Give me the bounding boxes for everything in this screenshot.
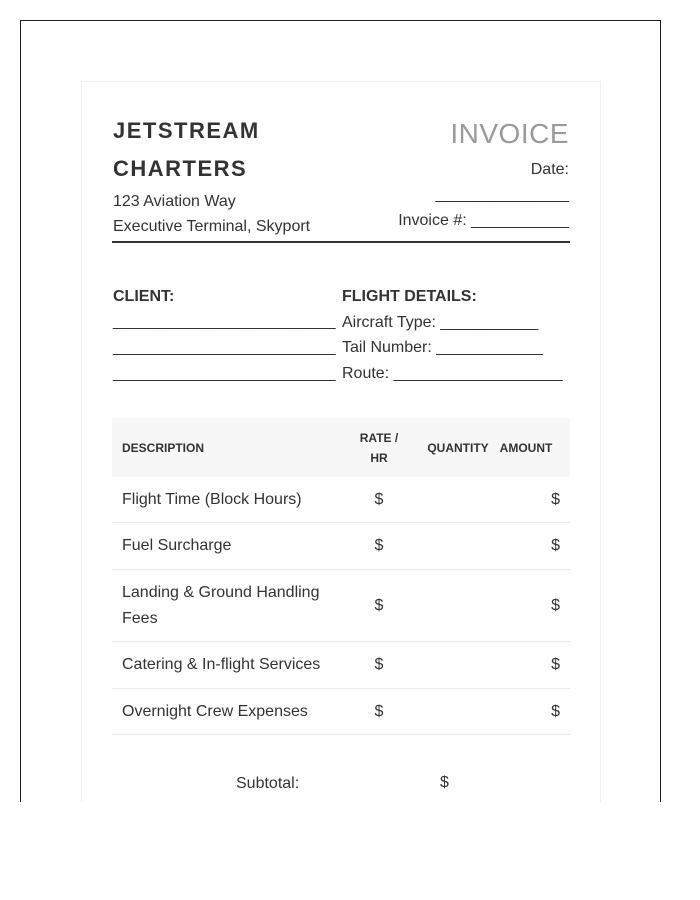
row-amount[interactable]: $ bbox=[492, 523, 570, 570]
invoice-title: INVOICE bbox=[450, 118, 569, 149]
company-name-line1: JETSTREAM bbox=[113, 118, 260, 143]
table-row bbox=[112, 689, 570, 735]
client-line-3[interactable]: _________________________ bbox=[113, 365, 336, 382]
header-rate-line2: HR bbox=[370, 450, 388, 465]
invoice-number-field[interactable]: Invoice #: ___________ bbox=[398, 212, 569, 229]
header-rate bbox=[334, 418, 424, 477]
row-quantity[interactable] bbox=[424, 477, 492, 523]
row-description-line1: Landing & Ground Handling bbox=[122, 583, 320, 601]
row-description bbox=[112, 570, 334, 642]
date-label: Date: bbox=[530, 161, 569, 178]
row-description: Flight Time (Block Hours) bbox=[112, 477, 334, 523]
table-row bbox=[112, 477, 570, 523]
row-description-line2: Fees bbox=[122, 609, 158, 627]
row-rate[interactable]: $ bbox=[334, 570, 424, 642]
header-quantity: QUANTITY bbox=[424, 418, 492, 477]
header-amount: AMOUNT bbox=[492, 418, 570, 477]
table-row bbox=[112, 523, 570, 570]
client-line-1[interactable]: _________________________ bbox=[113, 313, 336, 330]
row-amount[interactable]: $ bbox=[492, 570, 570, 642]
subtotal-label: Subtotal: bbox=[236, 775, 300, 792]
row-rate[interactable]: $ bbox=[334, 523, 424, 570]
table-row bbox=[112, 642, 570, 689]
company-address-line1: 123 Aviation Way bbox=[113, 193, 236, 210]
header-rate-line1: RATE / bbox=[359, 430, 399, 445]
company-address-line2: Executive Terminal, Skyport bbox=[113, 218, 311, 235]
date-field[interactable]: _______________ bbox=[435, 186, 569, 203]
row-description: Catering & In-flight Services bbox=[112, 642, 334, 689]
route-field[interactable]: Route: ___________________ bbox=[342, 365, 563, 382]
row-rate[interactable]: $ bbox=[334, 689, 424, 735]
row-quantity[interactable] bbox=[424, 642, 492, 689]
row-quantity[interactable] bbox=[424, 523, 492, 570]
row-rate[interactable]: $ bbox=[334, 477, 424, 523]
row-quantity[interactable] bbox=[424, 570, 492, 642]
row-quantity[interactable] bbox=[424, 689, 492, 735]
header-description: DESCRIPTION bbox=[112, 418, 334, 477]
row-description: Fuel Surcharge bbox=[112, 523, 334, 570]
row-description: Overnight Crew Expenses bbox=[112, 689, 334, 735]
line-items-table bbox=[112, 418, 570, 735]
table-header-row bbox=[112, 418, 570, 477]
row-amount[interactable]: $ bbox=[492, 689, 570, 735]
table-row bbox=[112, 570, 570, 642]
client-heading: CLIENT: bbox=[113, 288, 175, 305]
subtotal-value[interactable]: $ bbox=[440, 774, 449, 791]
row-amount[interactable]: $ bbox=[492, 477, 570, 523]
aircraft-type-field[interactable]: Aircraft Type: ___________ bbox=[342, 314, 539, 331]
client-line-2[interactable]: _________________________ bbox=[113, 339, 336, 356]
header-divider bbox=[112, 241, 570, 243]
row-rate[interactable]: $ bbox=[334, 642, 424, 689]
flight-details-heading: FLIGHT DETAILS: bbox=[342, 288, 477, 305]
tail-number-field[interactable]: Tail Number: ____________ bbox=[342, 339, 544, 356]
row-amount[interactable]: $ bbox=[492, 642, 570, 689]
company-name-line2: CHARTERS bbox=[113, 156, 248, 181]
